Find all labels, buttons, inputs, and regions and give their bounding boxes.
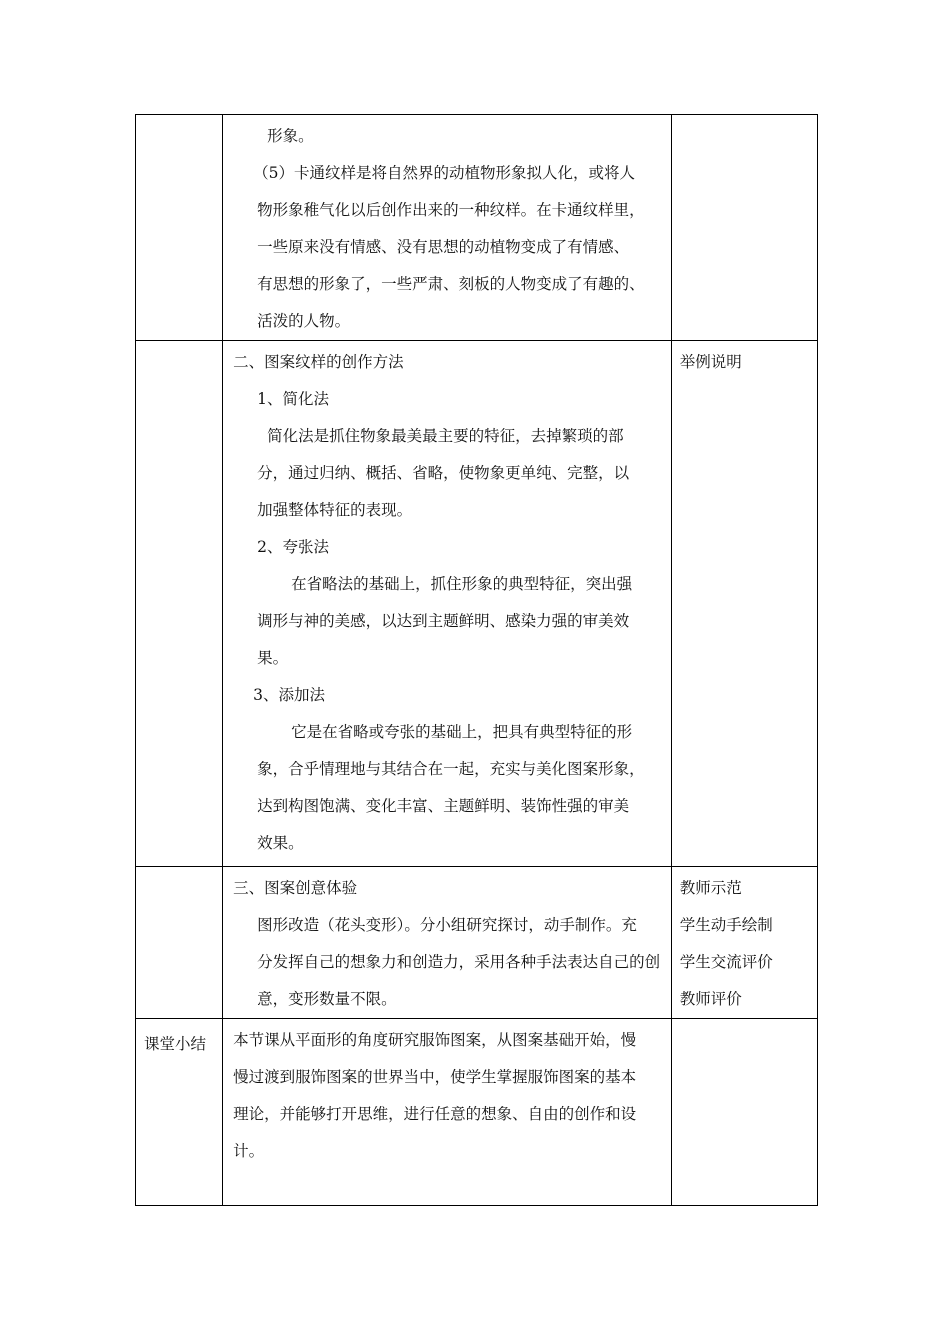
note-text: 教师示范 <box>679 879 742 897</box>
content-line: 分，通过归纳、概括、省略，使物象更单纯、完整，以 <box>257 464 630 482</box>
row-label-cell <box>136 867 223 1019</box>
row-notes-cell <box>671 867 817 1019</box>
content-line: 它是在省略或夸张的基础上，把具有典型特征的形 <box>291 723 633 741</box>
content-line: 物形象稚气化以后创作出来的一种纹样。在卡通纹样里， <box>257 201 645 219</box>
method-heading: 3、添加法 <box>253 686 325 704</box>
content-line: 象，合乎情理地与其结合在一起，充实与美化图案形象， <box>257 760 645 778</box>
content-line: 在省略法的基础上，抓住形象的典型特征，突出强 <box>291 575 633 593</box>
row-notes-cell <box>671 341 817 867</box>
content-line: 形象。 <box>267 127 314 145</box>
row-label-cell <box>136 1019 223 1206</box>
row-notes-cell <box>671 1019 817 1206</box>
content-line: 调形与神的美感，以达到主题鲜明、感染力强的审美效 <box>257 612 630 630</box>
section-heading: 二、图案纹样的创作方法 <box>233 353 404 371</box>
row-label: 课堂小结 <box>144 1035 207 1053</box>
content-line: （5）卡通纹样是将自然界的动植物形象拟人化，或将人 <box>253 164 635 182</box>
content-line: 理论，并能够打开思维，进行任意的想象、自由的创作和设 <box>233 1105 637 1123</box>
table-row-class-summary <box>136 1019 818 1206</box>
content-line: 有思想的形象了，一些严肃、刻板的人物变成了有趣的、 <box>257 275 645 293</box>
row-label-cell <box>136 115 223 341</box>
row-content-cell <box>223 1019 672 1206</box>
content-line: 本节课从平面形的角度研究服饰图案，从图案基础开始，慢 <box>233 1031 637 1049</box>
content-line: 加强整体特征的表现。 <box>257 501 413 519</box>
table-row-creative-experience <box>136 867 818 1019</box>
content-line: 意，变形数量不限。 <box>257 990 397 1008</box>
table-row-creation-methods <box>136 341 818 867</box>
method-heading: 2、夸张法 <box>257 538 329 556</box>
method-heading: 1、简化法 <box>257 390 329 408</box>
row-notes-cell <box>671 115 817 341</box>
content-line: 分发挥自己的想象力和创造力，采用各种手法表达自己的创 <box>257 953 661 971</box>
row-label-cell <box>136 341 223 867</box>
note-text: 举例说明 <box>679 353 742 371</box>
content-line: 图形改造（花头变形）。分小组研究探讨，动手制作。充 <box>257 916 637 934</box>
content-line: 达到构图饱满、变化丰富、主题鲜明、装饰性强的审美 <box>257 797 630 815</box>
content-line: 活泼的人物。 <box>257 312 351 330</box>
content-line: 效果。 <box>257 834 304 852</box>
content-line: 简化法是抓住物象最美最主要的特征，去掉繁琐的部 <box>267 427 624 445</box>
row-content-cell <box>223 341 672 867</box>
lesson-plan-table <box>135 114 818 1206</box>
section-heading: 三、图案创意体验 <box>233 879 358 897</box>
note-text: 学生交流评价 <box>679 953 773 971</box>
row-content-cell <box>223 867 672 1019</box>
content-line: 慢过渡到服饰图案的世界当中，使学生掌握服饰图案的基本 <box>233 1068 637 1086</box>
content-line: 计。 <box>233 1142 265 1160</box>
note-text: 教师评价 <box>679 990 742 1008</box>
content-line: 果。 <box>257 649 289 667</box>
note-text: 学生动手绘制 <box>679 916 773 934</box>
table-row-pattern-types <box>136 115 818 341</box>
content-line: 一些原来没有情感、没有思想的动植物变成了有情感、 <box>257 238 630 256</box>
row-content-cell <box>223 115 672 341</box>
